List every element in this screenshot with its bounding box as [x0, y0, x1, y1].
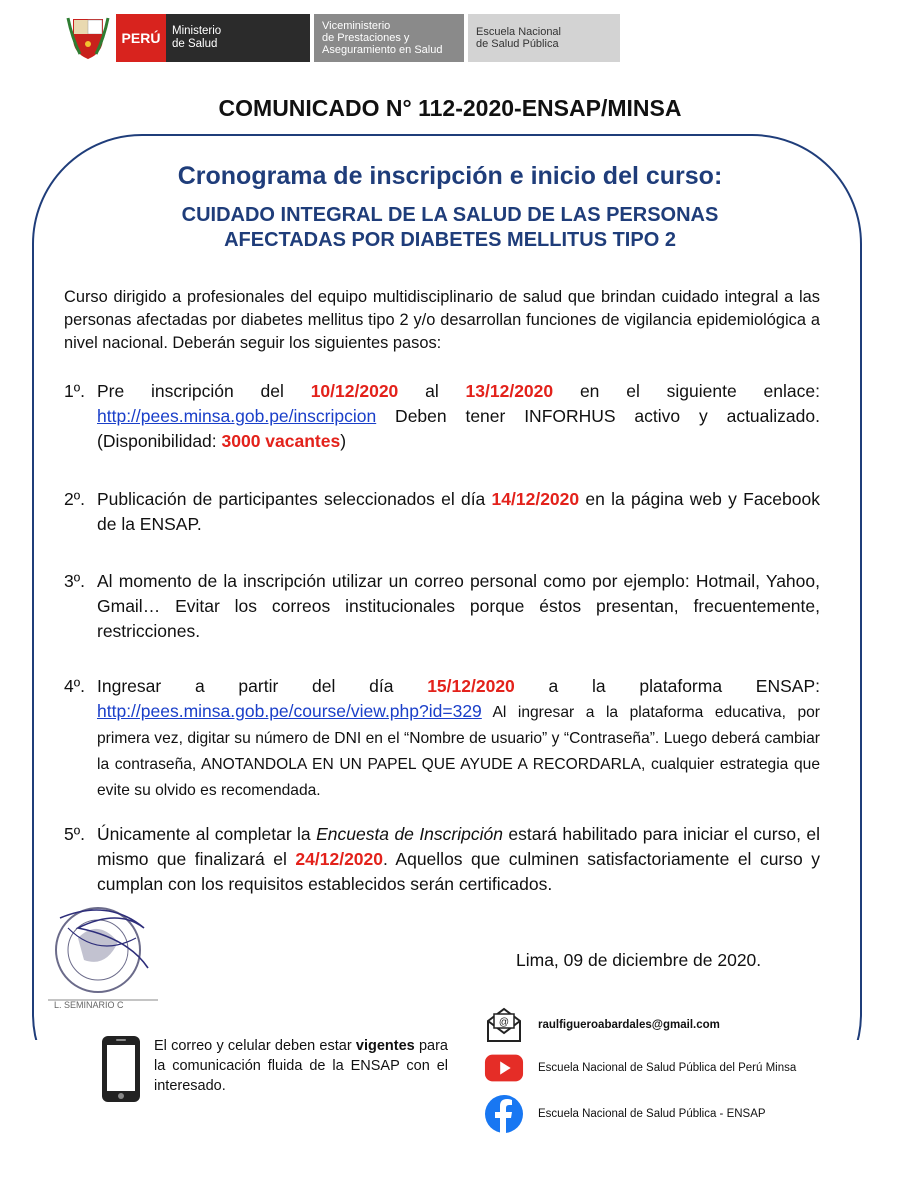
step-text: Ingresar a partir del día [97, 676, 428, 696]
official-seal [48, 898, 158, 1008]
course-title-line: AFECTADAS POR DIABETES MELLITUS TIPO 2 [224, 229, 676, 251]
platform-link[interactable]: http://pees.minsa.gob.pe/course/view.php?id=329 [97, 701, 482, 721]
youtube-icon [484, 1049, 524, 1087]
course-title-line: CUIDADO INTEGRAL DE LA SALUD DE LAS PERSONAS [181, 204, 719, 226]
viceministry-logo [314, 14, 464, 62]
survey-name: Encuesta de Inscripción [316, 824, 503, 844]
email-icon [484, 1006, 524, 1044]
date-end: 13/12/2020 [465, 381, 554, 401]
step-body [97, 379, 820, 454]
header-logos [66, 14, 620, 62]
peru-coat-of-arms-icon [66, 14, 110, 60]
contact-facebook [484, 1095, 766, 1133]
step-text: ) [340, 431, 347, 451]
school-logo [468, 14, 620, 62]
vice-line: Viceministerio [322, 20, 391, 32]
step-text: al [398, 381, 466, 401]
schedule-title: Cronograma de inscripción e inicio del curso: [177, 162, 723, 190]
step-number: 4º. [64, 676, 85, 696]
phone-icon [100, 1034, 144, 1106]
vacancies: 3000 vacantes [221, 431, 341, 451]
step-5 [64, 822, 820, 897]
step-2 [64, 487, 820, 537]
school-line: de Salud Pública [476, 38, 559, 50]
facebook-icon [484, 1095, 524, 1133]
step-number: 3º. [64, 571, 85, 591]
vice-line: Aseguramiento en Salud [322, 44, 443, 56]
school-line: Escuela Nacional [476, 26, 561, 38]
youtube-channel[interactable]: Escuela Nacional de Salud Pública del Perú Minsa [538, 1062, 797, 1074]
note-text: El correo y celular deben estar [154, 1038, 356, 1054]
step-text: Deben tener INFORHUS activo y actualizado. (Disponibilidad: [97, 406, 820, 451]
contact-note [154, 1036, 448, 1096]
date-publication: 14/12/2020 [491, 489, 580, 509]
contact-youtube [484, 1049, 796, 1087]
email-address[interactable]: raulfigueroabardales@gmail.com [538, 1019, 720, 1031]
peru-brand: PERÚ [116, 14, 166, 62]
date-start: 10/12/2020 [310, 381, 399, 401]
vice-line: de Prestaciones y [322, 32, 410, 44]
facebook-page[interactable]: Escuela Nacional de Salud Pública - ENSAP [538, 1108, 766, 1120]
step-body [97, 822, 820, 897]
step-text: Únicamente al completar la [97, 824, 317, 844]
course-title [0, 203, 900, 253]
step-text: . Aquellos que culminen satisfactoriamente el curso y cumplan con los requisitos establecidos serán certificados. [97, 849, 821, 894]
date-end-course: 24/12/2020 [295, 849, 384, 869]
step-number: 5º. [64, 824, 85, 844]
svg-text:@: @ [498, 1017, 510, 1028]
communique-number: COMUNICADO N° 112-2020-ENSAP/MINSA [218, 95, 682, 121]
step-body: Al momento de la inscripción utilizar un correo personal como por ejemplo: Hotmail, Yahoo, Gmail… Evitar los correos institucionales porque éstos presentan, frecuentemente, restricciones. [97, 571, 820, 641]
step-text: estará habilitado para iniciar el curso, el mismo que finalizará el [97, 824, 820, 869]
seal-text: L. SEMINARIO C [54, 1000, 124, 1008]
step-text: Al ingresar a la plataforma educativa, por primera vez, digitar su número de DNI en el “Nombre de usuario” y “Contraseña”. Luego deberá cambiar la contraseña, ANOTANDOLA EN UN PAPEL QUE AYUDE A RECORDARLA, cualquier estrategia que evite su olvido es recomendada. [97, 704, 820, 799]
date-platform: 15/12/2020 [427, 676, 515, 696]
step-text: Pre inscripción del [97, 381, 311, 401]
step-4 [64, 674, 820, 803]
intro-paragraph: Curso dirigido a profesionales del equipo multidisciplinario de salud que brindan cuidado integral a las personas afectadas por diabetes mellitus tipo 2 y/o desarrollan funciones de vigilancia epidemiológica a nivel nacional. Deberán seguir los siguientes pasos: [64, 288, 820, 352]
step-text: en la página web y Facebook de la ENSAP. [97, 489, 820, 534]
step-number: 2º. [64, 489, 85, 509]
place-date: Lima, 09 de diciembre de 2020. [516, 950, 762, 970]
note-text: para la comunicación fluida de la ENSAP con el interesado. [154, 1038, 448, 1094]
ministry-logo [166, 14, 310, 62]
step-body [97, 487, 820, 537]
note-bold: vigentes [355, 1038, 415, 1054]
step-text: a la plataforma ENSAP: [514, 676, 820, 696]
ministry-line: Ministerio [172, 25, 222, 37]
step-1 [64, 379, 820, 454]
step-body [97, 674, 820, 803]
registration-link[interactable]: http://pees.minsa.gob.pe/inscripcion [97, 406, 377, 426]
step-text: en el siguiente enlace: [553, 381, 820, 401]
contact-email [484, 1006, 720, 1044]
step-text: Publicación de participantes seleccionados el día [97, 489, 492, 509]
step-number: 1º. [64, 381, 85, 401]
ministry-line: de Salud [172, 38, 218, 50]
step-3 [64, 569, 820, 644]
